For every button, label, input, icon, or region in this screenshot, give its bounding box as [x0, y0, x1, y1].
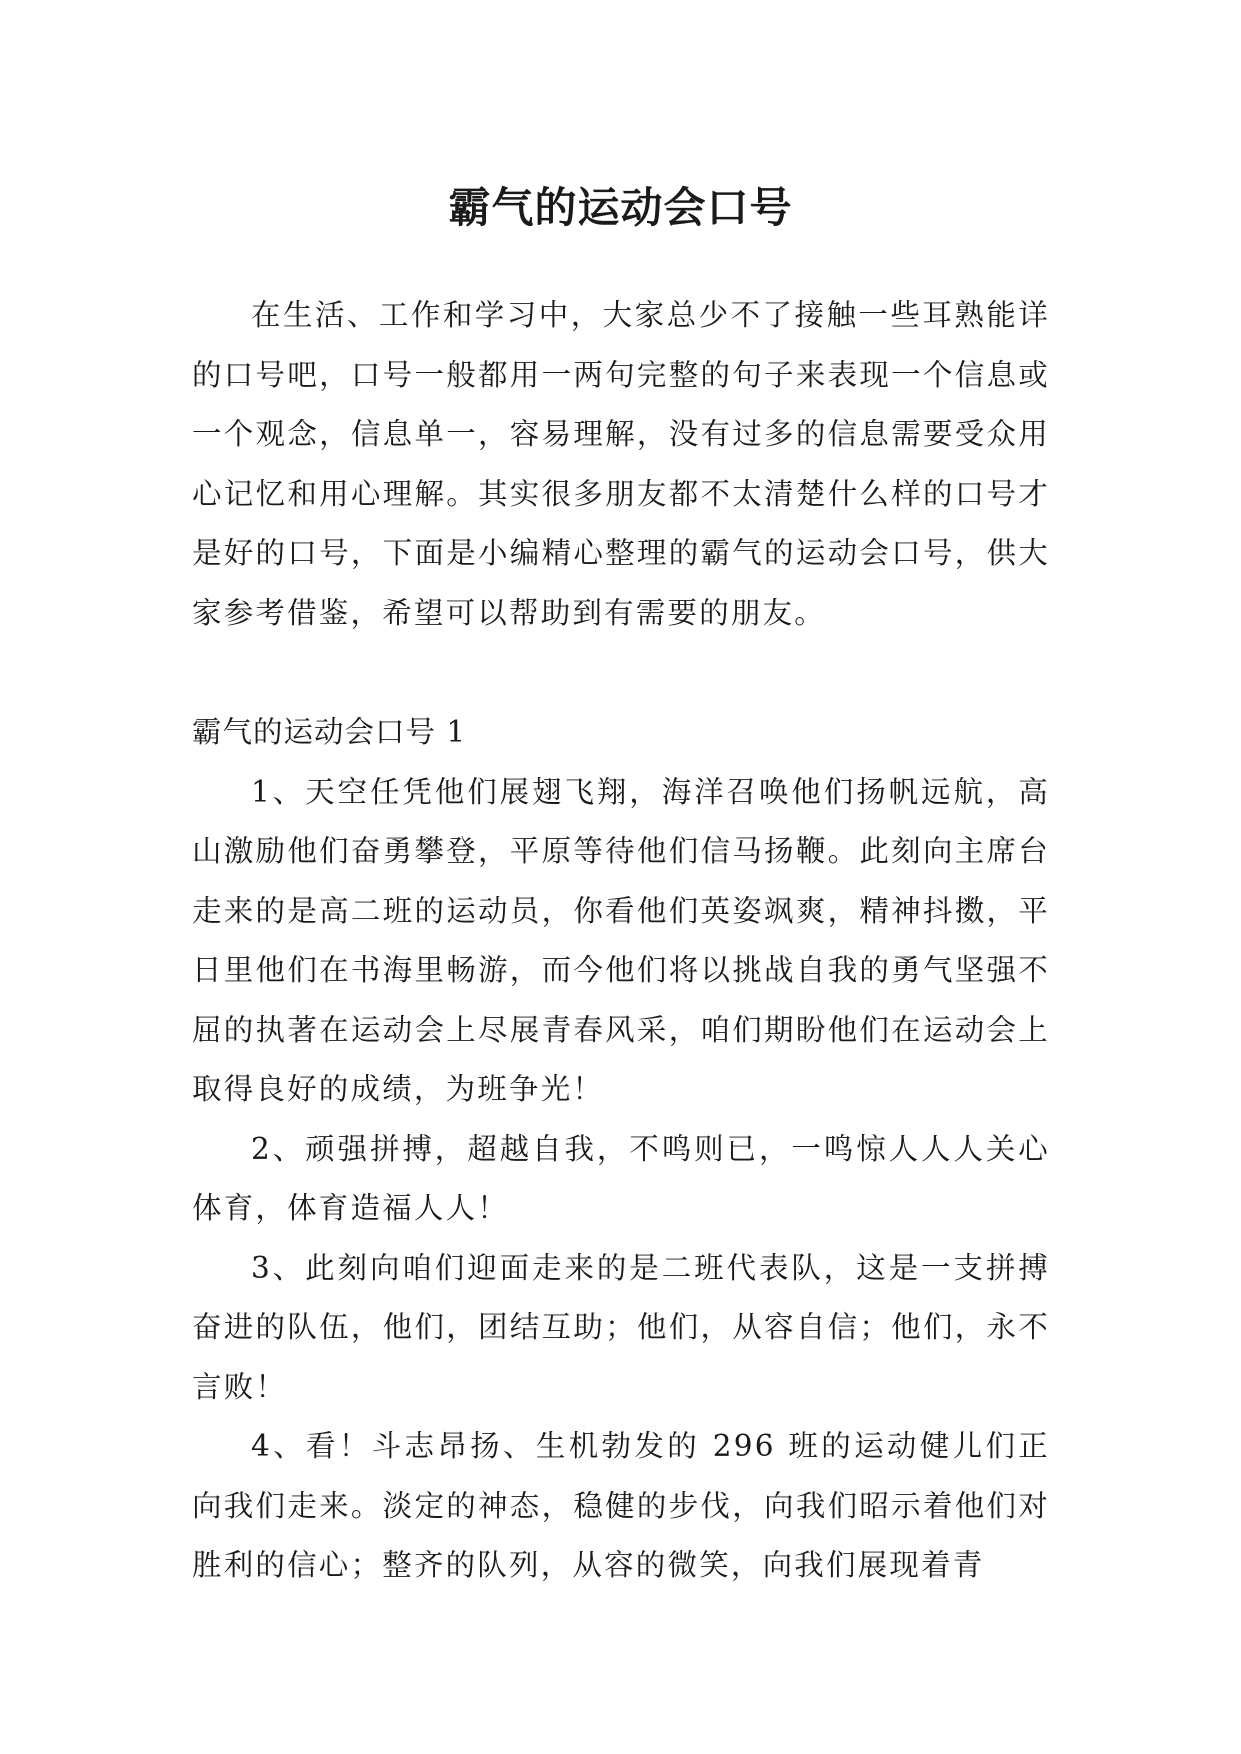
intro-paragraph: 在生活、工作和学习中，大家总少不了接触一些耳熟能详的口号吧，口号一般都用一两句完整的句子来表现一个信息或一个观念，信息单一，容易理解，没有过多的信息需要受众用心记忆和用心理解。其实很多朋友都不太清楚什么样的口号才是好的口号，下面是小编精心整理的霸气的运动会口号，供大家参考借鉴，希望可以帮助到有需要的朋友。 — [192, 298, 1050, 630]
document-title: 霸气的运动会口号 — [448, 183, 793, 233]
slogan-item-2: 2、顽强拼搏，超越自我，不鸣则已，一鸣惊人人人关心体育，体育造福人人！ — [192, 1131, 1050, 1225]
section-heading: 霸气的运动会口号 1 — [192, 715, 467, 749]
slogan-item-1: 1、天空任凭他们展翅飞翔，海洋召唤他们扬帆远航，高山激励他们奋勇攀登，平原等待他们信马扬鞭。此刻向主席台走来的是高二班的运动员，你看他们英姿飒爽，精神抖擞，平日里他们在书海里畅游，而今他们将以挑战自我的勇气坚强不屈的执著在运动会上尽展青春风采，咱们期盼他们在运动会上取得良好的成绩，为班争光！ — [192, 774, 1050, 1106]
slogan-item-4: 4、看！斗志昂扬、生机勃发的 296 班的运动健儿们正向我们走来。淡定的神态，稳健的步伐，向我们昭示着他们对胜利的信心；整齐的队列，从容的微笑，向我们展现着青 — [192, 1429, 1050, 1582]
slogan-item-3: 3、此刻向咱们迎面走来的是二班代表队，这是一支拼搏奋进的队伍，他们，团结互助；他们，从容自信；他们，永不言败！ — [192, 1250, 1050, 1404]
document-body — [192, 286, 1050, 1596]
